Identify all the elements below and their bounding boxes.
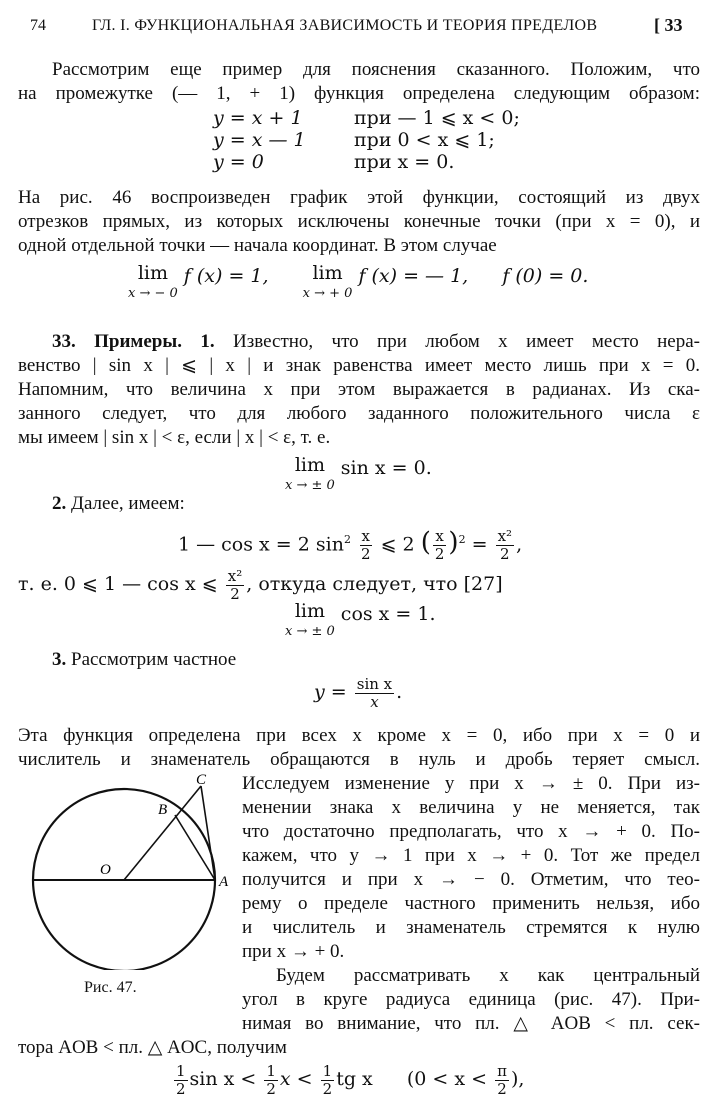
label-a: A	[219, 874, 229, 890]
case-2-formula: y = x — 1	[213, 129, 306, 151]
example-2-heading: 2.	[52, 493, 67, 514]
case-2-condition: при 0 < x ⩽ 1;	[354, 129, 495, 151]
col-line-10: угол в круге радиуса единица (рис. 47). При-	[242, 989, 700, 1010]
section-33-line-3: Напомним, что величина x при этом выражается в радианах. Из ска-	[18, 379, 700, 400]
limit-sin: lim x → ± 0 sin x = 0.	[285, 454, 432, 493]
case-3-condition: при x = 0.	[354, 151, 455, 173]
limit-sin-expr: sin x = 0.	[340, 457, 432, 479]
example-3-line-1: Эта функция определена при всех x кроме x = 0, ибо при x = 0 и	[18, 725, 700, 746]
limit-cos-expr: cos x = 1.	[340, 603, 436, 625]
limit-right-expr: f (x) = — 1,	[358, 265, 469, 287]
limits-row	[128, 264, 588, 300]
col-line-5: получится и при x → − 0. Отметим, что тео-	[242, 869, 700, 890]
col-line-9: Будем рассматривать x как центральный	[276, 965, 700, 986]
example-3-line-2: числитель и знаменатель обращаются в нуль и дробь теряет смысл.	[18, 749, 700, 770]
section-33-line-5: мы имеем | sin x | < ε, если | x | < ε, т. е.	[18, 427, 331, 448]
quotient-formula: y = $\frac{\text{sin x}}{x}$ .	[314, 674, 403, 711]
limit-left-expr: f (x) = 1,	[183, 265, 269, 287]
section-33-heading: 33. Примеры. 1.	[52, 331, 215, 352]
section-marker: [ 33	[654, 15, 683, 35]
intro-line-2: на промежутке (— 1, + 1) функция определена следующим образом:	[18, 83, 700, 104]
label-c: C	[196, 772, 207, 788]
example-3-heading: 3.	[52, 649, 67, 670]
example-3-line: 3. Рассмотрим частное	[52, 649, 237, 670]
col-line-3: что достаточно предполагать, что x → + 0. По-	[242, 821, 700, 842]
graph-desc-line-3: одной отдельной точки — начала координат. В этом случае	[18, 235, 497, 256]
final-inequality: $\frac{1}{2}$ sin x < $\frac{1}{2}$ x < $\frac{1}{2}$ tg x (0 < x < $\frac{\pi}{2}$ ),	[176, 1061, 525, 1098]
section-33-line-4: занного следует, что для любого заданного положительного числа ε	[18, 403, 700, 424]
figure-47	[18, 770, 240, 970]
col-line-8: при x → + 0.	[242, 941, 345, 962]
figure-caption: Рис. 47.	[84, 979, 137, 996]
running-title: ГЛ. I. ФУНКЦИОНАЛЬНАЯ ЗАВИСИМОСТЬ И ТЕОРИЯ ПРЕДЕЛОВ	[92, 17, 598, 34]
example-2-line: 2. Далее, имеем:	[52, 493, 185, 514]
ray-oc	[124, 786, 201, 880]
case-1-condition: при — 1 ⩽ x < 0;	[354, 107, 520, 129]
page-number: 74	[30, 17, 46, 34]
full-line-sector: тора AOB < пл. △ AOC, получим	[18, 1037, 287, 1058]
col-line-1: Исследуем изменение y при x → ± 0. При из-	[242, 773, 700, 794]
limit-right: lim x → + 0	[302, 262, 353, 301]
intro-line-1: Рассмотрим еще пример для пояснения сказанного. Положим, что	[52, 59, 700, 80]
label-b: B	[158, 802, 168, 818]
section-33-line-1: 33. Примеры. 1. Известно, что при любом x имеет место нера-	[52, 331, 701, 352]
graph-desc-line-1: На рис. 46 воспроизведен график этой функции, состоящий из двух	[18, 187, 700, 208]
value-at-zero: f (0) = 0.	[502, 265, 589, 287]
graph-desc-line-2: отрезков прямых, из которых исключены конечные точки (при x = 0), и	[18, 211, 700, 232]
limit-left: lim x → − 0	[128, 262, 178, 301]
col-line-4: кажем, что y → 1 при x → + 0. Тот же предел	[242, 845, 700, 866]
example-2-te-line: т. е. 0 ⩽ 1 — cos x ⩽ $\frac{\text{x²}}{2}$ , откуда следует, что [27]	[18, 566, 503, 603]
section-33-line-2: венство | sin x | ⩽ | x | и знак равенства имеет место лишь при x = 0.	[18, 355, 700, 376]
limit-cos: lim x → ± 0 cos x = 1.	[285, 600, 436, 639]
label-o: O	[100, 862, 111, 878]
col-line-6: рему о пределе частного применить нельзя, ибо	[242, 893, 700, 914]
example-2-formula: 1 — cos x = 2 $\sin^2$ $\frac{x}{2}$ ⩽ 2 ( $\frac{x}{2}$ )$^2$ = $\frac{\text{x²}}{2}$ ,	[178, 526, 523, 563]
col-line-7: и числитель и знаменатель стремятся к нулю	[242, 917, 700, 938]
case-1-formula: y = x + 1	[213, 107, 303, 129]
col-line-11: нимая во внимание, что пл. △ AOB < пл. сек-	[242, 1013, 700, 1034]
col-line-2: менении знака x величина y не меняется, так	[242, 797, 700, 818]
case-3-formula: y = 0	[213, 151, 264, 173]
